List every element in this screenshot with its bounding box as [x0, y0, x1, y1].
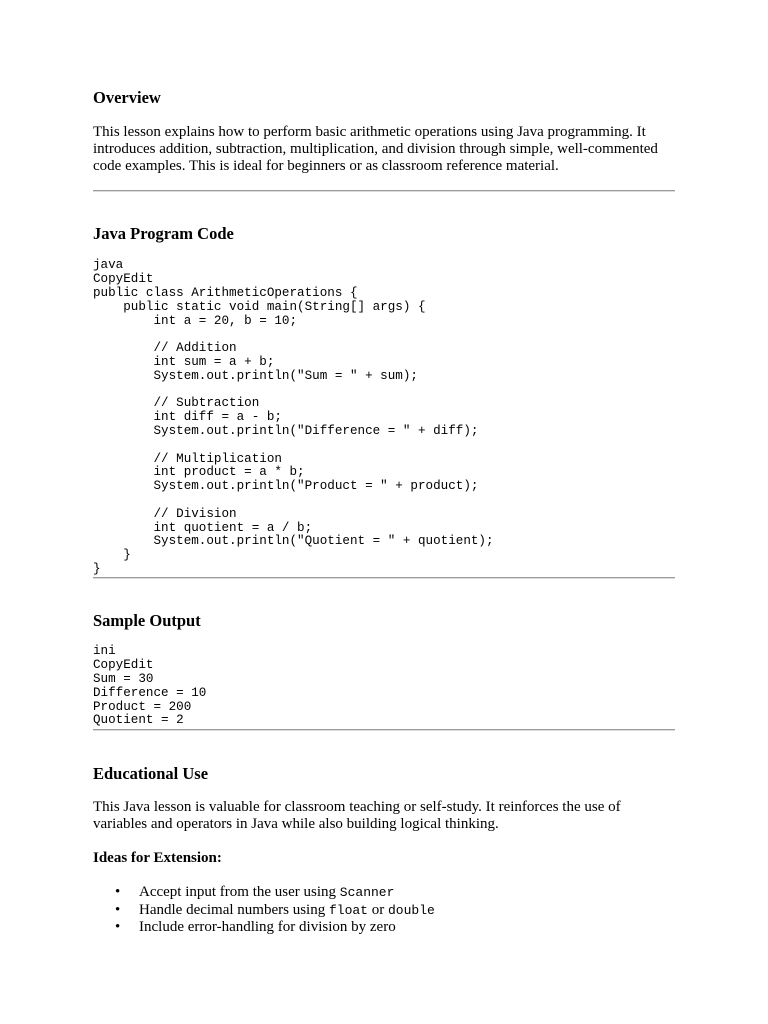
inline-code: Scanner	[339, 885, 395, 900]
list-item-text: Handle decimal numbers using	[139, 901, 329, 918]
overview-paragraph: This lesson explains how to perform basic arithmetic operations using Java programming. It introduces addition, subtraction, multiplication, and division through simple, well-commented code examples. This is ideal for beginners or as classroom reference material.	[93, 124, 658, 174]
output-code-lang: ini	[93, 644, 116, 658]
bullet-icon: •	[115, 901, 121, 918]
bullet-icon: •	[115, 884, 121, 900]
ideas-list	[93, 884, 675, 937]
list-item	[93, 884, 675, 902]
list-item	[93, 919, 675, 937]
inline-code: double	[387, 902, 435, 918]
program-code-block: public class ArithmeticOperations { public static void main(String[] args) { int a = 20, b = 10; // Addition int sum = a + b; System.out.println("Sum = " + sum); // Subtraction int diff = a - b; System.out.println("Difference = " + diff); // Multiplication int product = a * b; System.out.println("Product = " + product); // Division int quotient = a / b; System.out.println("Quotient = " + quotient); } }	[93, 286, 494, 576]
program-code-lang: java	[93, 258, 124, 272]
educational-paragraph: This Java lesson is valuable for classroom teaching or self-study. It reinforces the use of variables and operators in Java while also building logical thinking.	[93, 799, 621, 832]
inline-code: float	[328, 902, 368, 918]
output-code-block: Sum = 30 Difference = 10 Product = 200 Quotient = 2	[93, 672, 207, 728]
list-item	[93, 902, 675, 920]
ideas-heading: Ideas for Extension:	[93, 850, 222, 866]
list-item-text: Include error-handling for division by zero	[139, 919, 396, 935]
output-copy-button[interactable]: CopyEdit	[93, 658, 154, 672]
program-copy-button[interactable]: CopyEdit	[93, 272, 154, 286]
divider	[93, 577, 675, 579]
list-item-text: Accept input from the user using	[139, 884, 340, 900]
list-item-text: or	[367, 901, 388, 918]
bullet-icon: •	[115, 919, 121, 935]
program-heading: Java Program Code	[93, 224, 234, 243]
divider	[93, 190, 675, 192]
output-heading: Sample Output	[93, 611, 201, 630]
divider	[93, 729, 675, 731]
educational-heading: Educational Use	[93, 764, 209, 783]
overview-heading: Overview	[93, 88, 161, 107]
